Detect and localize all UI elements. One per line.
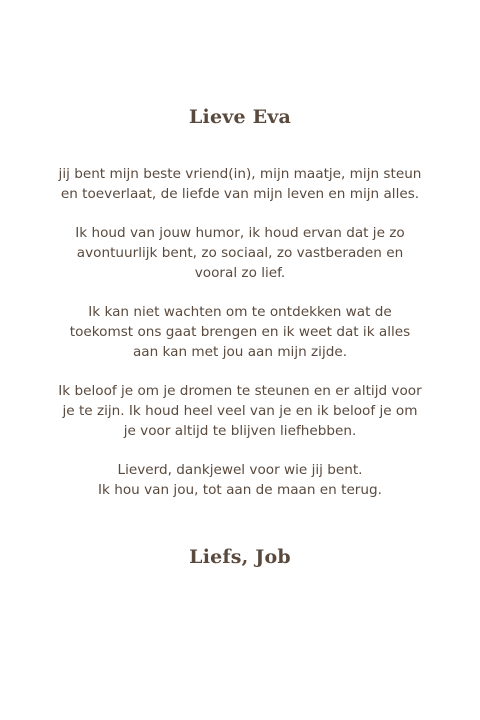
letter-paragraph: Ik beloof je om je dromen te steunen en er altijd voor je te zijn. Ik houd heel veel van je en ik beloof je om je voor altijd te blijven liefhebben. bbox=[58, 383, 422, 439]
closing-paragraph bbox=[58, 460, 422, 500]
letter-body bbox=[58, 164, 422, 500]
letter-paragraph: jij bent mijn beste vriend(in), mijn maatje, mijn steun en toeverlaat, de liefde van mijn leven en mijn alles. bbox=[58, 166, 422, 202]
closing-line: Ik hou van jou, tot aan de maan en terug. bbox=[98, 482, 382, 498]
closing-line: Lieverd, dankjewel voor wie jij bent. bbox=[117, 462, 363, 478]
signoff-heading: Liefs, Job bbox=[189, 546, 291, 568]
letter-paragraph: Ik houd van jouw humor, ik houd ervan dat je zo avontuurlijk bent, zo sociaal, zo vastberaden en vooral zo lief. bbox=[75, 225, 405, 281]
letter-paragraph: Ik kan niet wachten om te ontdekken wat de toekomst ons gaat brengen en ik weet dat ik alles aan kan met jou aan mijn zijde. bbox=[69, 304, 411, 360]
greeting-heading: Lieve Eva bbox=[188, 106, 292, 128]
